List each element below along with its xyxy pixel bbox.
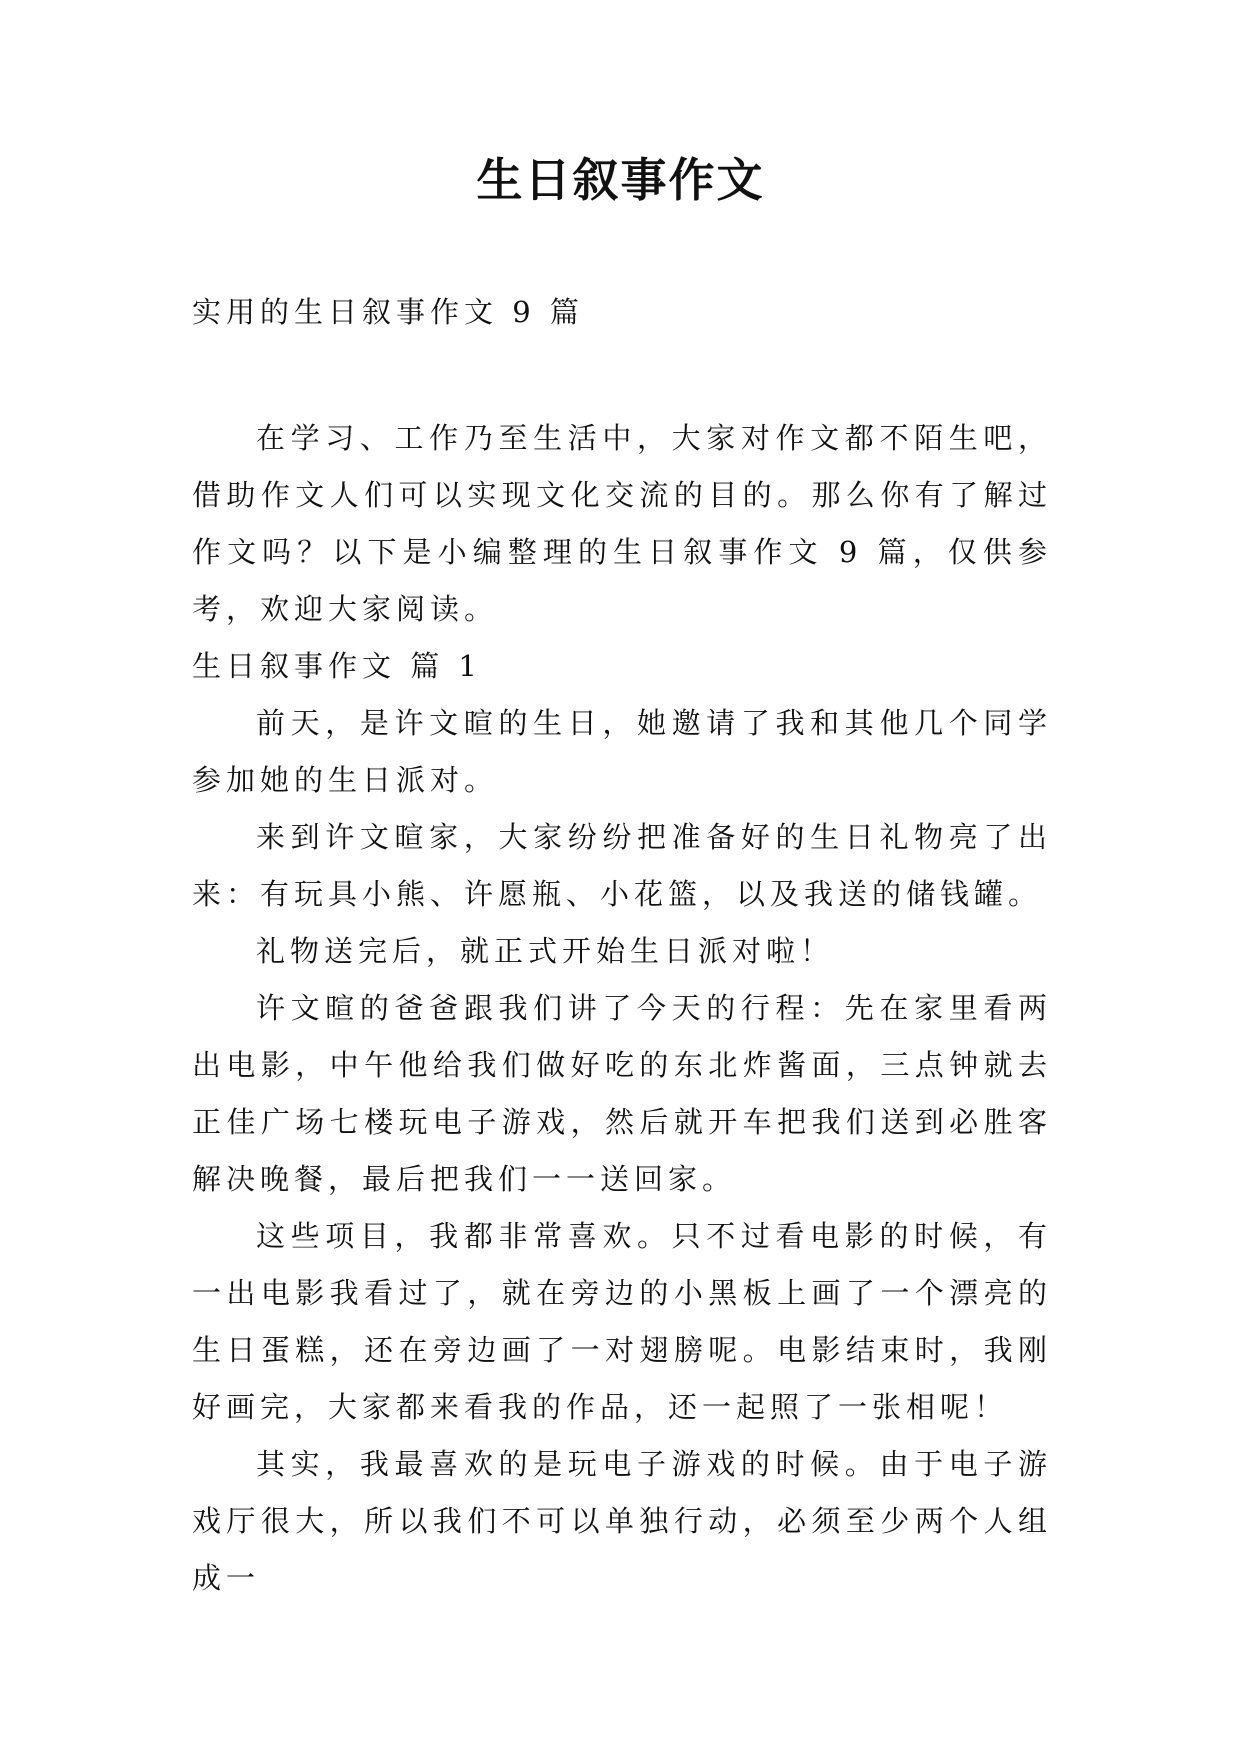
document-subtitle: 实用的生日叙事作文 9 篇 — [192, 295, 584, 329]
paragraph-5: 这些项目，我都非常喜欢。只不过看电影的时候，有一出电影我看过了，就在旁边的小黑板上画了一个漂亮的生日蛋糕，还在旁边画了一对翅膀呢。电影结束时，我刚好画完，大家都来看我的作品，还一起照了一张相呢！ — [192, 1219, 1052, 1424]
intro-paragraph: 在学习、工作乃至生活中，大家对作文都不陌生吧，借助作文人们可以实现文化交流的目的。那么你有了解过作文吗？以下是小编整理的生日叙事作文 9 篇，仅供参考，欢迎大家阅读。 — [192, 421, 1052, 626]
paragraph-6: 其实，我最喜欢的是玩电子游戏的时候。由于电子游戏厅很大，所以我们不可以单独行动，必须至少两个人组成一 — [192, 1447, 1052, 1595]
document-body — [192, 410, 1052, 1607]
paragraph-2: 来到许文暄家，大家纷纷把准备好的生日礼物亮了出来：有玩具小熊、许愿瓶、小花篮，以及我送的储钱罐。 — [192, 820, 1052, 911]
paragraph-1: 前天，是许文暄的生日，她邀请了我和其他几个同学参加她的生日派对。 — [192, 706, 1052, 797]
section-heading: 生日叙事作文 篇 1 — [192, 649, 482, 683]
document-title: 生日叙事作文 — [476, 153, 765, 207]
paragraph-3: 礼物送完后，就正式开始生日派对啦！ — [256, 934, 835, 968]
paragraph-4: 许文暄的爸爸跟我们讲了今天的行程：先在家里看两出电影，中午他给我们做好吃的东北炸酱面，三点钟就去正佳广场七楼玩电子游戏，然后就开车把我们送到必胜客解决晚餐，最后把我们一一送回家。 — [192, 991, 1052, 1196]
